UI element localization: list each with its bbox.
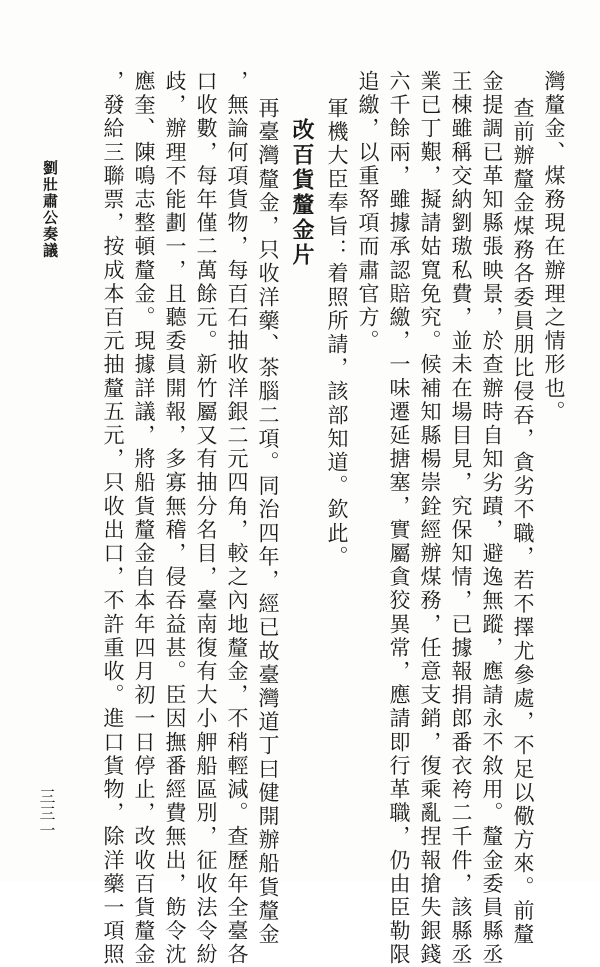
text-column-5: 業已丁艱，擬請姑寬免究。候補知縣楊崇銓經辦煤務，任意支銷，復乘亂捏報搶失銀錢 [418, 70, 442, 967]
text-column-10: 再臺灣釐金，只收洋藥、茶腦二項。同治四年，經已故臺灣道丁曰健開辦船貨釐金 [256, 97, 280, 947]
text-column-12: 口收數，每年僅二萬餘元。新竹屬又有抽分名目，臺南復有大小舺船區別，征收法令紛 [194, 70, 218, 967]
text-column-15: ，發給三聯票，按成本百元抽釐五元，只收出口，不許重收。進口貨物，除洋藥一項照 [101, 70, 125, 967]
text-column-2: 查前辦釐金煤務各委員朋比侵吞，貪劣不職，若不擇尤參處，不足以儆方來。前釐 [511, 97, 535, 947]
text-column-4: 王棟雖稱交納劉璈私費，並未在場目見，究保知情，已據報捐郎番衣袴二千件，該縣丞 [449, 70, 473, 967]
page-number: 三三一 [37, 788, 56, 839]
text-column-11: ，無論何項貨物，每百石抽收洋銀二元四角，較之內地釐金，不稍輕減。查歷年全臺各 [225, 70, 249, 967]
text-column-13: 歧，辦理不能劃一，且聽委員開報，多寡無稽，侵吞益甚。臣因撫番經費無出，飭令沈 [163, 70, 187, 967]
book-title: 劉壯肅公奏議 [41, 160, 59, 259]
text-column-14: 應奎、陳鳴志整頓釐金。現據詳議，將船貨釐金自本年四月初一日停止，改收百貨釐金 [132, 70, 156, 967]
text-column-3: 金提調已革知縣張映景，於查辦時自知劣蹟，避逸無蹤，應請永不敘用。釐金委員縣丞 [480, 70, 504, 967]
section-heading: 改百貨釐金片 [289, 118, 315, 268]
text-column-7: 追繳，以重帑項而肅官方。 [356, 70, 380, 354]
text-column-6: 六千餘兩，雖據承認賠繳，一味遷延搪塞，實屬貪狡異常，應請即行革職，仍由臣勒限 [387, 70, 411, 967]
text-column-1: 灣釐金、煤務現在辦理之情形也。 [542, 70, 566, 424]
text-column-8: 軍機大臣奉旨：着照所請，該部知道。欽此。 [325, 97, 349, 569]
